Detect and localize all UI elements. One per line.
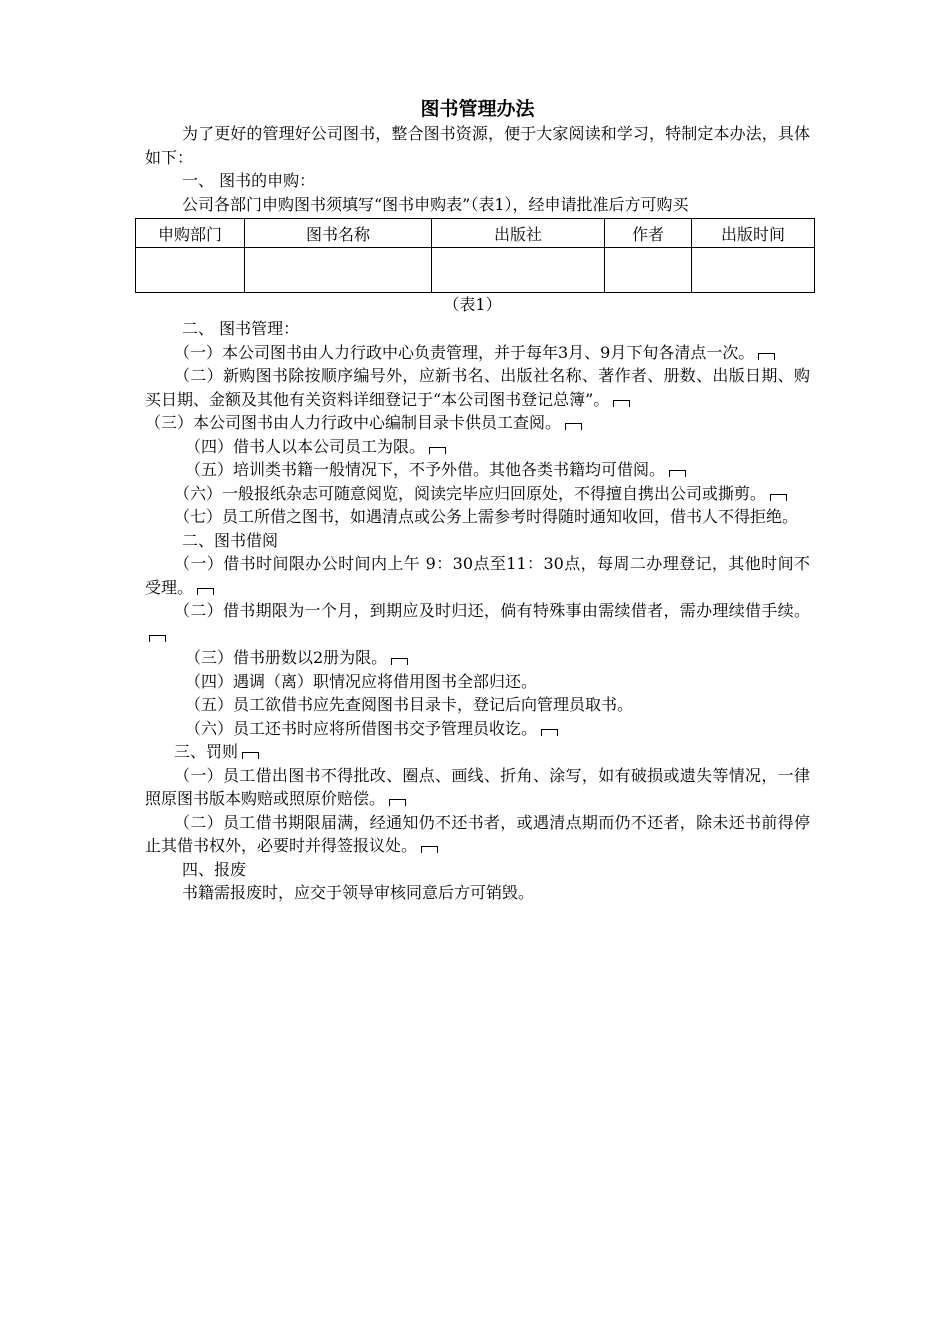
list-item <box>145 435 810 459</box>
list-item <box>145 552 810 599</box>
list-item <box>145 693 810 717</box>
section-heading-penalties <box>145 740 810 764</box>
table-header-cell: 作者 <box>605 219 692 248</box>
section-heading-borrowing: 二、图书借阅 <box>182 530 279 550</box>
list-item <box>145 646 810 670</box>
return-mark-icon <box>197 588 214 595</box>
table-header-cell: 出版社 <box>432 219 605 248</box>
list-item <box>145 364 810 411</box>
list-item-text: （二）借书期限为一个月，到期应及时归还，倘有特殊事由需续借者，需办理续借手续。 <box>174 601 810 620</box>
return-mark-icon <box>242 752 259 759</box>
list-item-text: （二）新购图书除按顺序编号外，应新书名、出版社名称、著作者、册数、出版日期、购买日期、金额及其他有关资料详细登记于“本公司图书登记总簿”。 <box>145 366 810 409</box>
list-item <box>145 482 810 506</box>
disposal-paragraph: 书籍需报废时，应交于领导审核同意后方可销毁。 <box>182 883 535 902</box>
section-heading-purchase: 一、 图书的申购： <box>182 171 316 190</box>
return-mark-icon <box>429 447 446 454</box>
table-row <box>136 248 815 293</box>
list-item-text: （一）借书时间限办公时间内上午 9：30点至11：30点，每周二办理登记，其他时间不受理。 <box>145 554 810 597</box>
table-header-cell: 申购部门 <box>136 219 245 248</box>
list-item-text: （一）本公司图书由人力行政中心负责管理，并于每年3月、9月下旬各清点一次。 <box>174 342 755 362</box>
return-mark-icon <box>758 353 775 360</box>
table-header-row <box>136 219 815 248</box>
return-mark-icon <box>613 400 630 407</box>
return-mark-icon <box>149 635 166 642</box>
return-mark-icon <box>541 729 558 736</box>
list-item <box>145 764 810 811</box>
list-item-text: （五）培训类书籍一般情况下，不予外借。其他各类书籍均可借阅。 <box>185 460 666 479</box>
list-item-text: （三）本公司图书由人力行政中心编制目录卡供员工查阅。 <box>145 413 562 432</box>
purchase-table <box>135 218 815 293</box>
section-heading-disposal: 四、报废 <box>182 859 247 879</box>
list-item-text: （四）遇调（离）职情况应将借用图书全部归还。 <box>185 671 538 691</box>
return-mark-icon <box>669 470 686 477</box>
list-item <box>145 811 810 858</box>
table-cell <box>136 248 245 293</box>
return-mark-icon <box>565 423 582 430</box>
list-item <box>145 717 810 741</box>
return-mark-icon <box>391 658 408 665</box>
list-item <box>145 599 810 646</box>
document-title: 图书管理办法 <box>420 98 535 120</box>
list-item <box>145 670 810 694</box>
list-item-text: （四）借书人以本公司员工为限。 <box>185 436 426 456</box>
list-item <box>145 341 810 365</box>
list-item <box>145 505 810 529</box>
table-header-cell: 图书名称 <box>245 219 432 248</box>
list-item <box>145 458 810 482</box>
table-cell <box>245 248 432 293</box>
section-heading-text: 三、罚则 <box>174 742 239 761</box>
list-item-text: （六）一般报纸杂志可随意阅览，阅读完毕应归回原处，不得擅自携出公司或撕剪。 <box>174 483 767 503</box>
document-page <box>145 96 810 905</box>
table-header-cell: 出版时间 <box>692 219 815 248</box>
list-item-text: （七）员工所借之图书，如遇清点或公务上需参考时得随时通知收回，借书人不得拒绝。 <box>174 507 799 526</box>
return-mark-icon <box>770 494 787 501</box>
list-item <box>145 411 810 435</box>
intro-paragraph: 为了更好的管理好公司图书，整合图书资源，便于大家阅读和学习，特制定本办法，具体如下： <box>145 124 810 167</box>
section-heading-management: 二、 图书管理： <box>182 319 300 338</box>
return-mark-icon <box>421 846 438 853</box>
list-item-text: （五）员工欲借书应先查阅图书目录卡，登记后向管理员取书。 <box>185 695 634 714</box>
table-cell <box>692 248 815 293</box>
return-mark-icon <box>389 799 406 806</box>
list-item-text: （二）员工借书期限届满，经通知仍不还书者，或遇清点期而仍不还者，除未还书前得停止其借书权外，必要时并得签报议处。 <box>145 812 810 855</box>
list-item-text: （三）借书册数以2册为限。 <box>185 648 388 667</box>
table-caption: （表1） <box>443 295 502 314</box>
table-cell <box>605 248 692 293</box>
list-item-text: （一）员工借出图书不得批改、圈点、画线、折角、涂写，如有破损或遗失等情况，一律照原图书版本购赔或照原价赔偿。 <box>145 765 810 808</box>
purchase-paragraph: 公司各部门申购图书须填写“图书申购表”（表1），经申请批准后方可购买 <box>182 194 689 214</box>
table-cell <box>432 248 605 293</box>
list-item-text: （六）员工还书时应将所借图书交予管理员收讫。 <box>185 718 538 738</box>
